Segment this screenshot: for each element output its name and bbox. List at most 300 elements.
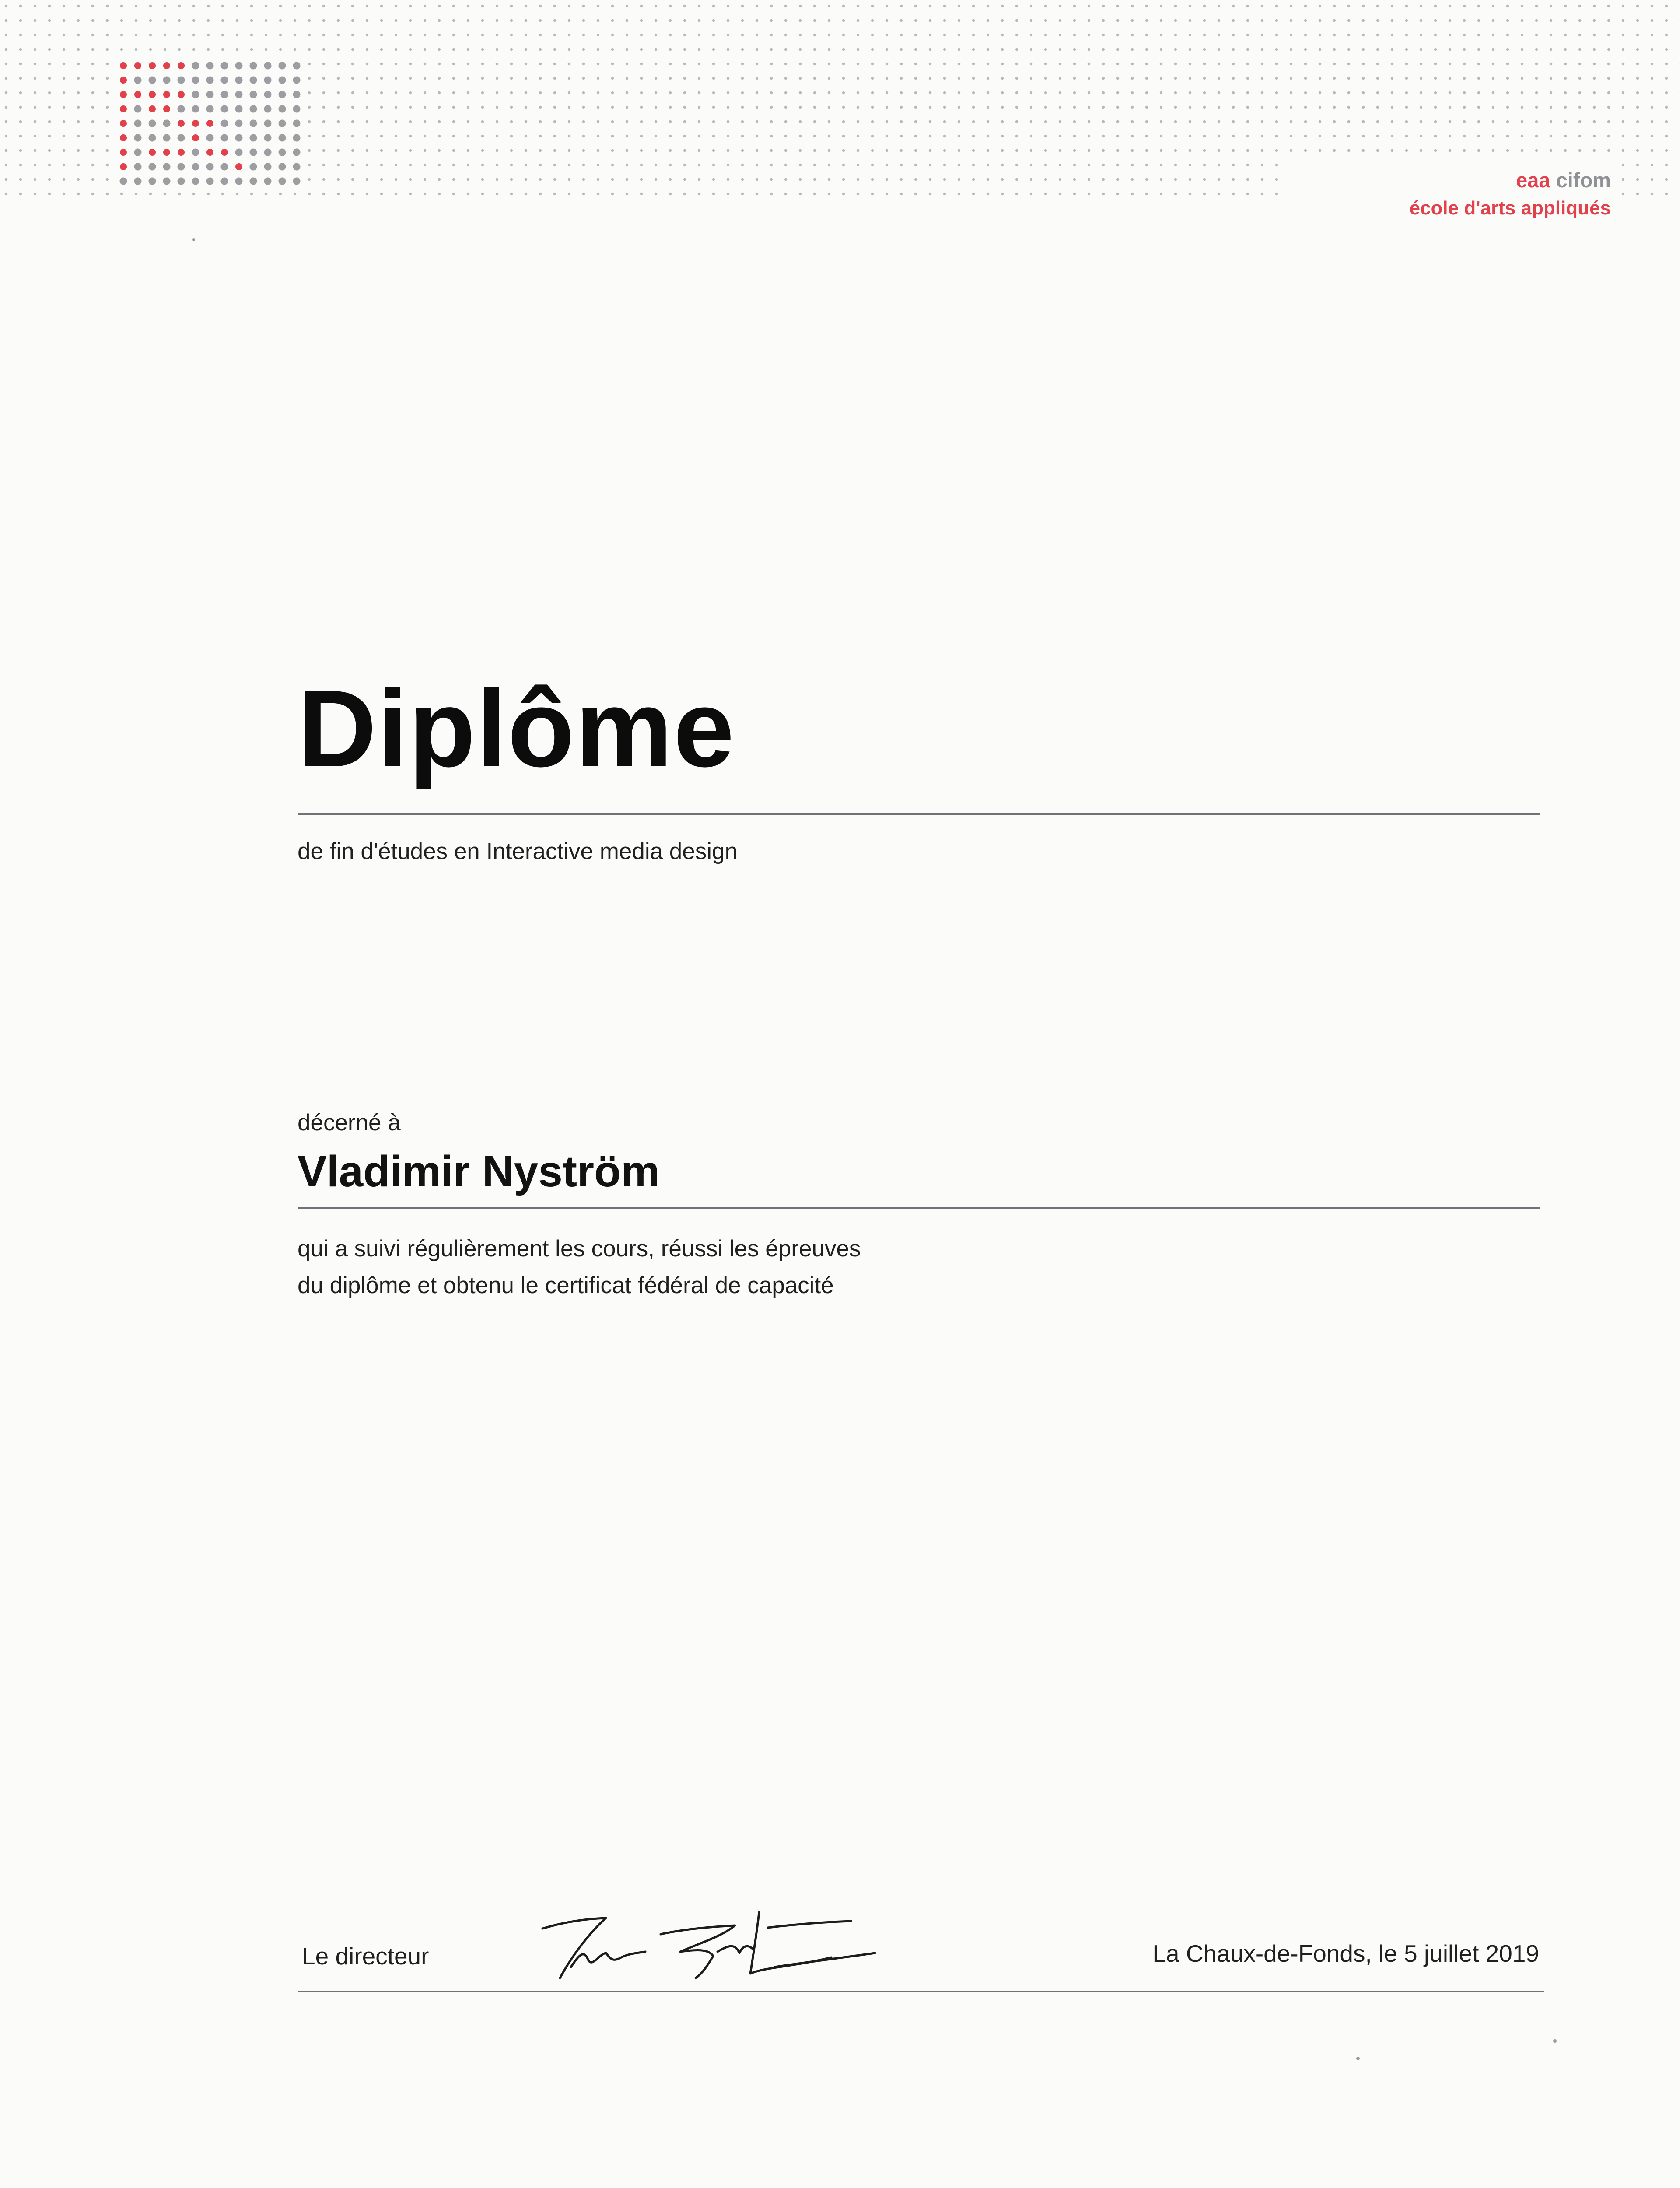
pattern-dot <box>1290 63 1292 65</box>
pattern-dot <box>914 164 917 166</box>
pattern-dot <box>770 63 773 65</box>
pattern-dot <box>857 48 859 51</box>
pattern-dot <box>380 164 383 166</box>
logo-dot-gray <box>235 91 243 98</box>
pattern-dot <box>1218 48 1220 51</box>
pattern-dot <box>958 48 960 51</box>
pattern-dot <box>1116 149 1119 152</box>
pattern-dot <box>1044 149 1047 152</box>
pattern-dot <box>943 120 946 123</box>
pattern-dot <box>481 77 484 80</box>
pattern-dot <box>654 106 657 109</box>
pattern-dot <box>34 149 36 152</box>
pattern-dot <box>1015 5 1018 7</box>
pattern-dot <box>597 5 599 7</box>
pattern-dot <box>438 34 441 36</box>
pattern-dot <box>1651 63 1653 65</box>
pattern-dot <box>1015 164 1018 166</box>
pattern-dot <box>828 63 830 65</box>
pattern-dot <box>322 34 325 36</box>
pattern-dot <box>1405 91 1408 94</box>
pattern-dot <box>539 63 542 65</box>
pattern-dot <box>496 120 498 123</box>
pattern-dot <box>1290 135 1292 137</box>
pattern-dot <box>799 178 802 181</box>
pattern-dot <box>741 77 744 80</box>
pattern-dot <box>351 178 354 181</box>
pattern-dot <box>1593 63 1596 65</box>
pattern-dot <box>1492 135 1494 137</box>
pattern-dot <box>886 91 888 94</box>
pattern-dot <box>1420 19 1422 22</box>
pattern-dot <box>1607 91 1610 94</box>
pattern-dot <box>366 91 368 94</box>
pattern-dot <box>857 63 859 65</box>
pattern-dot <box>943 48 946 51</box>
pattern-dot <box>1145 77 1148 80</box>
pattern-dot <box>395 193 397 195</box>
pattern-dot <box>582 34 585 36</box>
pattern-dot <box>5 178 7 181</box>
pattern-dot <box>424 19 426 22</box>
pattern-dot <box>799 120 802 123</box>
logo-dot-red <box>134 62 141 69</box>
pattern-dot <box>510 164 513 166</box>
pattern-dot <box>1578 135 1581 137</box>
logo-dot-gray <box>293 178 301 185</box>
pattern-dot <box>1160 34 1162 36</box>
pattern-dot <box>1059 193 1061 195</box>
logo-dot-red <box>206 120 214 127</box>
pattern-dot <box>1044 5 1047 7</box>
pattern-dot <box>1218 178 1220 181</box>
pattern-dot <box>424 91 426 94</box>
pattern-dot <box>900 19 903 22</box>
pattern-dot <box>424 5 426 7</box>
pattern-dot <box>1189 5 1191 7</box>
pattern-dot <box>582 120 585 123</box>
pattern-dot <box>1232 77 1235 80</box>
pattern-dot <box>654 91 657 94</box>
pattern-dot <box>1622 63 1624 65</box>
pattern-dot <box>1622 48 1624 51</box>
pattern-dot <box>351 120 354 123</box>
pattern-dot <box>1246 91 1249 94</box>
pattern-dot <box>1232 5 1235 7</box>
pattern-dot <box>756 106 758 109</box>
pattern-dot <box>1622 120 1624 123</box>
pattern-dot <box>611 135 614 137</box>
pattern-dot <box>1116 193 1119 195</box>
pattern-dot <box>756 5 758 7</box>
pattern-dot <box>871 19 874 22</box>
pattern-dot <box>1073 5 1076 7</box>
pattern-dot <box>1463 91 1466 94</box>
pattern-dot <box>525 5 527 7</box>
pattern-dot <box>279 34 282 36</box>
pattern-dot <box>91 193 94 195</box>
pattern-dot <box>1275 149 1278 152</box>
pattern-dot <box>1550 120 1552 123</box>
logo-dot-gray <box>206 105 214 113</box>
pattern-dot <box>1391 135 1393 137</box>
pattern-dot <box>929 149 931 152</box>
pattern-dot <box>1218 63 1220 65</box>
pattern-dot <box>1059 91 1061 94</box>
pattern-dot <box>496 5 498 7</box>
pattern-dot <box>683 193 686 195</box>
pattern-dot <box>1535 5 1538 7</box>
pattern-dot <box>741 120 744 123</box>
logo-dot-gray <box>120 178 127 185</box>
pattern-dot <box>914 91 917 94</box>
pattern-dot <box>221 5 224 7</box>
pattern-dot <box>1665 5 1668 7</box>
pattern-dot <box>1391 120 1393 123</box>
paper-speck <box>1553 2039 1557 2043</box>
pattern-dot <box>770 48 773 51</box>
pattern-dot <box>972 193 975 195</box>
pattern-dot <box>481 149 484 152</box>
pattern-dot <box>409 120 412 123</box>
pattern-dot <box>987 135 989 137</box>
pattern-dot <box>1088 164 1090 166</box>
pattern-dot <box>1030 178 1032 181</box>
pattern-dot <box>539 34 542 36</box>
pattern-dot <box>337 120 340 123</box>
pattern-dot <box>1506 120 1509 123</box>
pattern-dot <box>1001 164 1004 166</box>
pattern-dot <box>1477 5 1480 7</box>
pattern-dot <box>424 34 426 36</box>
pattern-dot <box>207 34 210 36</box>
pattern-dot <box>626 19 628 22</box>
pattern-dot <box>1015 193 1018 195</box>
pattern-dot <box>799 149 802 152</box>
pattern-dot <box>1535 135 1538 137</box>
pattern-dot <box>366 193 368 195</box>
pattern-dot <box>91 34 94 36</box>
pattern-dot <box>987 120 989 123</box>
logo-dot-red <box>163 149 170 156</box>
logo-dot-gray <box>250 178 257 185</box>
pattern-dot <box>1521 77 1523 80</box>
pattern-dot <box>871 63 874 65</box>
pattern-dot <box>1362 149 1365 152</box>
pattern-dot <box>654 19 657 22</box>
pattern-dot <box>424 106 426 109</box>
pattern-dot <box>395 106 397 109</box>
pattern-dot <box>34 5 36 7</box>
pattern-dot <box>380 193 383 195</box>
pattern-dot <box>582 193 585 195</box>
pattern-dot <box>1636 91 1639 94</box>
pattern-dot <box>1174 164 1177 166</box>
pattern-dot <box>1246 48 1249 51</box>
logo-dot-gray <box>264 62 272 70</box>
pattern-dot <box>972 149 975 152</box>
pattern-dot <box>972 120 975 123</box>
pattern-dot <box>1275 193 1278 195</box>
logo-dot-gray <box>279 91 286 98</box>
pattern-dot <box>1304 91 1307 94</box>
pattern-dot <box>857 91 859 94</box>
pattern-dot <box>380 77 383 80</box>
pattern-dot <box>48 63 51 65</box>
pattern-dot <box>1246 164 1249 166</box>
pattern-dot <box>1102 120 1105 123</box>
pattern-dot <box>19 164 22 166</box>
pattern-dot <box>452 5 455 7</box>
logo-dot-gray <box>221 105 228 113</box>
pattern-dot <box>626 91 628 94</box>
pattern-dot <box>626 120 628 123</box>
pattern-dot <box>1477 135 1480 137</box>
pattern-dot <box>654 164 657 166</box>
pattern-dot <box>1651 5 1653 7</box>
pattern-dot <box>1290 120 1292 123</box>
pattern-dot <box>221 19 224 22</box>
pattern-dot <box>1362 63 1365 65</box>
pattern-dot <box>178 19 181 22</box>
pattern-dot <box>1564 19 1567 22</box>
logo-dot-red <box>120 105 127 112</box>
pattern-dot <box>525 135 527 137</box>
pattern-dot <box>1463 48 1466 51</box>
pattern-dot <box>106 19 108 22</box>
logo-dot-red <box>178 120 185 127</box>
pattern-dot <box>106 91 108 94</box>
pattern-dot <box>900 106 903 109</box>
pattern-dot <box>1651 77 1653 80</box>
pattern-dot <box>539 178 542 181</box>
pattern-dot <box>1506 77 1509 80</box>
pattern-dot <box>1174 178 1177 181</box>
pattern-dot <box>510 193 513 195</box>
pattern-dot <box>322 106 325 109</box>
pattern-dot <box>106 34 108 36</box>
pattern-dot <box>1044 34 1047 36</box>
pattern-dot <box>1116 77 1119 80</box>
pattern-dot <box>1145 149 1148 152</box>
logo-dot-gray <box>279 105 286 113</box>
pattern-dot <box>1362 135 1365 137</box>
pattern-dot <box>1015 48 1018 51</box>
pattern-dot <box>496 91 498 94</box>
pattern-dot <box>553 149 556 152</box>
pattern-dot <box>1622 91 1624 94</box>
pattern-dot <box>308 77 311 80</box>
pattern-dot <box>322 178 325 181</box>
pattern-dot <box>1261 135 1264 137</box>
pattern-dot <box>828 91 830 94</box>
pattern-dot <box>842 120 845 123</box>
pattern-dot <box>1174 63 1177 65</box>
logo-dot-gray <box>149 77 156 84</box>
pattern-dot <box>467 120 469 123</box>
pattern-dot <box>452 48 455 51</box>
pattern-dot <box>5 193 7 195</box>
pattern-dot <box>1145 164 1148 166</box>
pattern-dot <box>395 77 397 80</box>
pattern-dot <box>871 135 874 137</box>
pattern-dot <box>1030 106 1032 109</box>
pattern-dot <box>1651 106 1653 109</box>
pattern-dot <box>1030 135 1032 137</box>
pattern-dot <box>265 48 267 51</box>
pattern-dot <box>1622 135 1624 137</box>
pattern-dot <box>756 164 758 166</box>
pattern-dot <box>19 63 22 65</box>
pattern-dot <box>467 77 469 80</box>
pattern-dot <box>1015 34 1018 36</box>
pattern-dot <box>828 106 830 109</box>
pattern-dot <box>1189 149 1191 152</box>
pattern-dot <box>597 193 599 195</box>
pattern-dot <box>438 91 441 94</box>
logo-dot-gray <box>264 163 272 171</box>
pattern-dot <box>640 91 643 94</box>
pattern-dot <box>1131 34 1134 36</box>
logo-dot-red <box>149 149 156 156</box>
pattern-dot <box>886 34 888 36</box>
pattern-dot <box>958 178 960 181</box>
pattern-dot <box>1261 106 1264 109</box>
pattern-dot <box>351 106 354 109</box>
pattern-dot <box>1304 120 1307 123</box>
pattern-dot <box>164 19 166 22</box>
pattern-dot <box>1030 193 1032 195</box>
pattern-dot <box>1578 19 1581 22</box>
pattern-dot <box>1189 77 1191 80</box>
pattern-dot <box>784 106 787 109</box>
pattern-dot <box>1348 48 1350 51</box>
pattern-dot <box>1203 120 1206 123</box>
pattern-dot <box>1059 149 1061 152</box>
pattern-dot <box>1463 135 1466 137</box>
pattern-dot <box>525 48 527 51</box>
pattern-dot <box>322 63 325 65</box>
pattern-dot <box>5 5 7 7</box>
pattern-dot <box>322 5 325 7</box>
pattern-dot <box>48 164 51 166</box>
pattern-dot <box>178 193 181 195</box>
pattern-dot <box>1246 193 1249 195</box>
pattern-dot <box>539 5 542 7</box>
pattern-dot <box>1665 106 1668 109</box>
logo-dot-gray <box>221 178 228 185</box>
pattern-dot <box>987 178 989 181</box>
pattern-dot <box>1477 106 1480 109</box>
pattern-dot <box>1189 63 1191 65</box>
pattern-dot <box>943 149 946 152</box>
pattern-dot <box>1636 34 1639 36</box>
pattern-dot <box>337 149 340 152</box>
pattern-dot <box>120 19 123 22</box>
logo-dot-red <box>120 120 127 127</box>
pattern-dot <box>1232 63 1235 65</box>
pattern-dot <box>1246 77 1249 80</box>
pattern-dot <box>799 77 802 80</box>
pattern-dot <box>91 149 94 152</box>
pattern-dot <box>1651 193 1653 195</box>
pattern-dot <box>1391 91 1393 94</box>
pattern-dot <box>1189 164 1191 166</box>
pattern-dot <box>539 149 542 152</box>
pattern-dot <box>467 178 469 181</box>
pattern-dot <box>1636 135 1639 137</box>
pattern-dot <box>409 34 412 36</box>
pattern-dot <box>770 106 773 109</box>
pattern-dot <box>669 48 672 51</box>
pattern-dot <box>1348 5 1350 7</box>
pattern-dot <box>1160 120 1162 123</box>
pattern-dot <box>886 120 888 123</box>
logo-dot-red <box>163 91 170 98</box>
pattern-dot <box>337 193 340 195</box>
pattern-dot <box>1160 164 1162 166</box>
pattern-dot <box>1102 178 1105 181</box>
pattern-dot <box>784 5 787 7</box>
pattern-dot <box>1304 5 1307 7</box>
pattern-dot <box>1131 149 1134 152</box>
pattern-dot <box>1218 19 1220 22</box>
pattern-dot <box>48 34 51 36</box>
pattern-dot <box>1116 120 1119 123</box>
logo-dot-gray <box>235 149 243 156</box>
pattern-dot <box>727 178 729 181</box>
pattern-dot <box>1059 120 1061 123</box>
pattern-dot <box>322 164 325 166</box>
pattern-dot <box>1044 193 1047 195</box>
pattern-dot <box>467 164 469 166</box>
pattern-dot <box>770 19 773 22</box>
pattern-dot <box>1261 34 1264 36</box>
pattern-dot <box>1463 63 1466 65</box>
pattern-dot <box>308 106 311 109</box>
pattern-dot <box>1521 120 1523 123</box>
pattern-dot <box>1477 48 1480 51</box>
pattern-dot <box>1333 63 1336 65</box>
pattern-dot <box>712 164 715 166</box>
pattern-dot <box>654 120 657 123</box>
pattern-dot <box>1420 63 1422 65</box>
pattern-dot <box>871 5 874 7</box>
pattern-dot <box>813 178 816 181</box>
pattern-dot <box>958 19 960 22</box>
pattern-dot <box>669 5 672 7</box>
pattern-dot <box>568 120 570 123</box>
pattern-dot <box>929 178 931 181</box>
pattern-dot <box>1275 19 1278 22</box>
pattern-dot <box>842 63 845 65</box>
pattern-dot <box>1362 19 1365 22</box>
pattern-dot <box>221 34 224 36</box>
pattern-dot <box>640 63 643 65</box>
pattern-dot <box>626 135 628 137</box>
logo-dot-gray <box>235 120 243 127</box>
pattern-dot <box>510 48 513 51</box>
logo-dot-gray <box>264 178 272 185</box>
pattern-dot <box>553 19 556 22</box>
logo-dot-gray <box>206 178 214 185</box>
pattern-dot <box>1521 106 1523 109</box>
pattern-dot <box>250 19 253 22</box>
pattern-dot <box>48 178 51 181</box>
logo-dot-gray <box>235 105 243 113</box>
pattern-dot <box>192 5 195 7</box>
pattern-dot <box>424 120 426 123</box>
